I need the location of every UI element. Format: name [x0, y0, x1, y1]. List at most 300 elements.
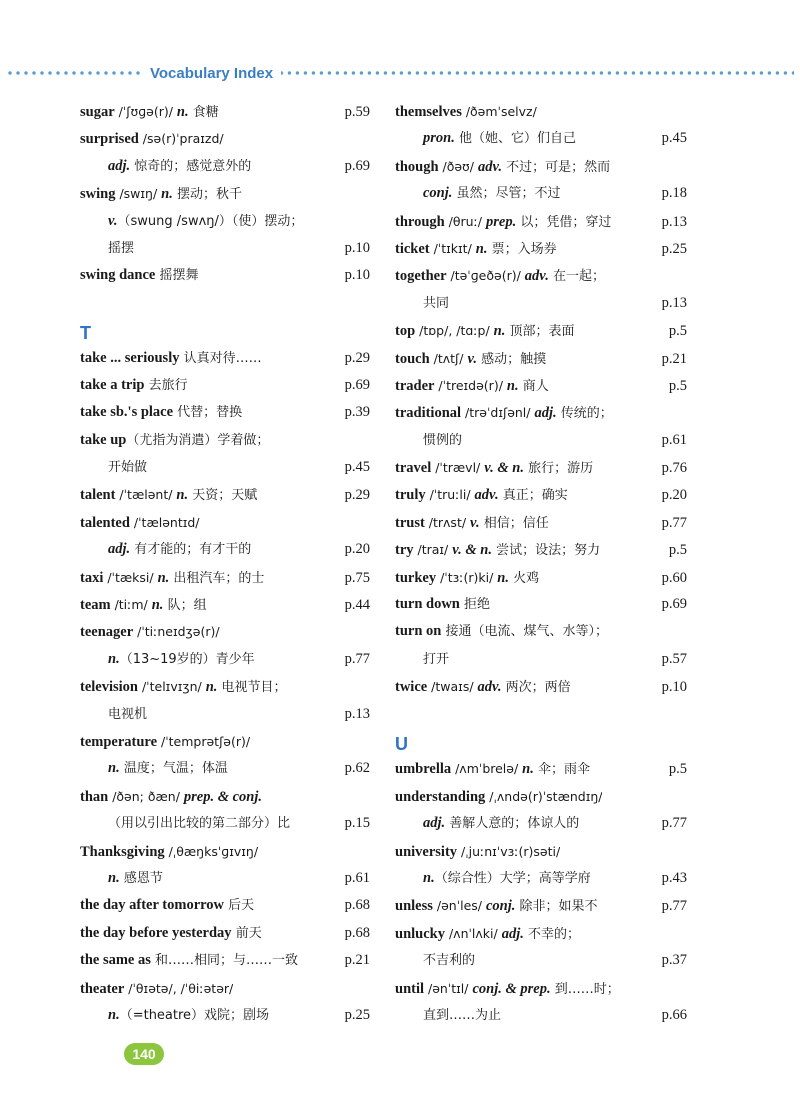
- part-of-speech: v. & n.: [484, 460, 524, 477]
- entry-text: [395, 920, 580, 948]
- pronunciation: /ˈθɪətə/, /ˈθiːətər/: [124, 980, 234, 996]
- entry-continuation: [80, 208, 370, 235]
- entry-text: [395, 262, 605, 290]
- pronunciation: /ənˈtɪl/: [424, 980, 473, 996]
- entry-text: [80, 755, 228, 782]
- index-entry: [395, 920, 687, 947]
- definition: 商人: [518, 378, 549, 394]
- index-entry: [395, 838, 687, 865]
- entry-text: [80, 427, 269, 454]
- entry-continuation: [80, 810, 370, 837]
- index-entry: [80, 947, 370, 974]
- definition: 伞；雨伞: [533, 762, 591, 778]
- pronunciation: /ðəmˈselvz/: [461, 104, 537, 119]
- headword: surprised: [80, 131, 139, 148]
- part-of-speech: n.: [506, 377, 519, 394]
- pronunciation: /ðəʊ/: [438, 158, 478, 174]
- entry-continuation: [80, 1002, 370, 1029]
- page-reference: p.5: [668, 542, 687, 559]
- entry-text: [80, 646, 255, 673]
- part-of-speech: v.: [467, 350, 477, 367]
- headword: temperature: [80, 733, 158, 750]
- pronunciation: /trʌst/: [424, 514, 471, 530]
- definition: 食糖: [188, 105, 219, 120]
- page-reference: p.61: [344, 869, 370, 886]
- definition: 开始做: [108, 460, 148, 476]
- entry-text: [80, 262, 198, 289]
- part-of-speech: n.: [108, 760, 120, 777]
- definition: 虽然；尽管；不过: [452, 186, 561, 202]
- index-entry: [80, 125, 370, 152]
- entry-text: [80, 591, 207, 619]
- headword: unless: [395, 898, 433, 915]
- headword: the day after tomorrow: [80, 897, 225, 914]
- entry-text: [80, 125, 224, 153]
- entry-text: [395, 783, 602, 811]
- definition: 顶部；表面: [505, 324, 575, 340]
- page-reference: p.25: [344, 1006, 370, 1023]
- index-entry: [80, 618, 370, 645]
- headword: themselves: [395, 104, 462, 120]
- headword: through: [395, 213, 445, 230]
- pronunciation: /ˈtɜː(r)ki/: [436, 569, 498, 585]
- page-reference: p.13: [661, 213, 687, 230]
- page-reference: p.10: [344, 239, 370, 256]
- part-of-speech: v.: [108, 212, 118, 229]
- headword: taxi: [80, 569, 104, 586]
- headword: touch: [395, 350, 430, 367]
- definition: 共同: [423, 295, 450, 311]
- definition: 接通（电流、煤气、水等）；: [441, 624, 608, 640]
- entry-text: [80, 481, 257, 509]
- entry-text: [395, 1002, 501, 1029]
- part-of-speech: adj.: [501, 925, 524, 942]
- pronunciation: /ˈtruːli/: [425, 487, 475, 503]
- pronunciation: /tɒp/, /tɑːp/: [415, 323, 494, 339]
- pronunciation: /ʌmˈbrelə/: [451, 761, 523, 777]
- definition: 打开: [423, 651, 450, 667]
- definition: 感动；触摸: [476, 351, 547, 367]
- index-entry: [80, 673, 370, 700]
- pronunciation: /ˈʃʊɡə(r)/: [114, 104, 177, 119]
- index-entry: [80, 838, 370, 865]
- part-of-speech: conj. & prep.: [472, 980, 551, 997]
- part-of-speech: conj.: [423, 185, 453, 202]
- pronunciation: /tiːm/: [110, 597, 152, 613]
- part-of-speech: conj.: [486, 898, 516, 915]
- section-header: [0, 62, 800, 84]
- pronunciation: /ˌθæŋksˈɡɪvɪŋ/: [164, 843, 259, 859]
- index-entry: [80, 345, 370, 372]
- entry-text: [395, 838, 560, 866]
- part-of-speech: prep. & conj.: [183, 788, 263, 805]
- entry-continuation: [395, 947, 687, 974]
- entry-continuation: [395, 180, 687, 207]
- index-entry: [395, 317, 687, 344]
- definition: 出租汽车；的士: [169, 570, 265, 586]
- part-of-speech: n.: [176, 104, 189, 120]
- entry-text: [80, 673, 287, 701]
- index-entry: [395, 564, 687, 591]
- page-reference: p.44: [344, 597, 370, 614]
- page-reference: p.57: [661, 650, 687, 667]
- definition: （=theatre）戏院；剧场: [119, 1007, 270, 1023]
- entry-text: [80, 783, 262, 811]
- entry-text: [395, 208, 611, 236]
- entry-continuation: [395, 290, 687, 317]
- definition: 天资；天赋: [188, 488, 258, 504]
- entry-text: [80, 1002, 269, 1029]
- entry-text: [395, 564, 539, 592]
- entry-text: [395, 646, 449, 673]
- definition: 不过；可是；然而: [502, 159, 611, 175]
- entry-continuation: [395, 1002, 687, 1029]
- definition: 摇摆: [108, 240, 135, 256]
- entry-text: [395, 810, 579, 837]
- definition: 相信；信任: [479, 515, 549, 531]
- entry-text: [80, 920, 262, 947]
- entry-text: [395, 618, 608, 645]
- entry-continuation: [80, 153, 370, 180]
- headword: travel: [395, 460, 432, 477]
- page-reference: p.20: [661, 487, 687, 504]
- entry-text: [80, 208, 303, 235]
- index-entry: [80, 591, 370, 618]
- entry-text: [395, 317, 575, 345]
- headword: until: [395, 980, 425, 997]
- index-entry: [80, 372, 370, 399]
- index-entry: [80, 98, 370, 125]
- definition: （swung /swʌŋ/）（使）摆动；: [117, 213, 304, 229]
- headword: take a trip: [80, 376, 145, 393]
- part-of-speech: adv.: [477, 158, 502, 175]
- definition: 在一起；: [548, 269, 605, 285]
- page-reference: p.76: [661, 460, 687, 477]
- entry-continuation: [80, 701, 370, 728]
- page-reference: p.45: [661, 130, 687, 147]
- page-reference: p.5: [668, 761, 687, 778]
- definition: 旅行；游历: [523, 461, 594, 477]
- definition: 代替；替换: [173, 405, 243, 421]
- definition: （综合性）大学；高等学府: [434, 870, 591, 886]
- entry-text: [80, 701, 147, 728]
- entry-continuation: [395, 646, 687, 673]
- definition: 除非；如果不: [515, 899, 598, 915]
- index-entry: [395, 975, 687, 1002]
- part-of-speech: pron.: [423, 130, 455, 147]
- index-entry: [395, 892, 687, 919]
- headword: trust: [395, 514, 425, 531]
- part-of-speech: adv.: [474, 487, 499, 504]
- definition: 拒绝: [459, 597, 491, 613]
- part-of-speech: adv.: [477, 679, 502, 696]
- headword: swing dance: [80, 267, 156, 284]
- headword: together: [395, 268, 447, 285]
- page-reference: p.10: [344, 267, 370, 284]
- definition: 温度；气温；体温: [119, 761, 228, 777]
- entry-text: [80, 975, 233, 1003]
- page-reference: p.62: [344, 760, 370, 777]
- entry-text: [80, 509, 200, 537]
- definition: 摆动；秋千: [172, 187, 242, 203]
- definition: 他（她、它）们自己: [454, 131, 576, 147]
- page-reference: p.20: [344, 541, 370, 558]
- entry-text: [80, 810, 290, 837]
- entry-text: [80, 892, 254, 919]
- definition: （13~19岁的）青少年: [119, 651, 255, 667]
- entry-text: [80, 618, 220, 646]
- pronunciation: /tʌtʃ/: [429, 350, 468, 366]
- entry-text: [395, 153, 610, 181]
- page-reference: p.29: [344, 349, 370, 366]
- page-reference: p.13: [661, 294, 687, 311]
- pronunciation: /ˈtæləntɪd/: [129, 514, 200, 530]
- pronunciation: /təˈɡeðə(r)/: [446, 268, 525, 284]
- pronunciation: /twaɪs/: [427, 679, 478, 695]
- pronunciation: /ˈtɪkɪt/: [429, 240, 476, 256]
- page-reference: p.69: [344, 157, 370, 174]
- index-entry: [80, 728, 370, 755]
- part-of-speech: adj.: [108, 541, 131, 558]
- entry-continuation: [80, 536, 370, 563]
- definition: 认真对待……: [179, 350, 262, 366]
- pronunciation: /ənˈles/: [432, 898, 486, 914]
- entry-text: [80, 454, 147, 481]
- page-reference: p.66: [661, 1006, 687, 1023]
- page-reference: p.77: [661, 815, 687, 832]
- definition: 惯例的: [423, 432, 463, 448]
- definition: 善解人意的；体谅人的: [445, 816, 580, 832]
- page-reference: p.43: [661, 869, 687, 886]
- entry-text: [395, 290, 449, 317]
- index-column-right: [395, 98, 687, 1029]
- dotted-rule-left: [6, 71, 142, 75]
- index-entry: [80, 783, 370, 810]
- headword: traditional: [395, 405, 462, 422]
- page-reference: p.18: [661, 185, 687, 202]
- part-of-speech: adj.: [423, 815, 446, 832]
- entry-text: [395, 427, 462, 454]
- entry-text: [395, 481, 568, 509]
- definition: 火鸡: [508, 570, 540, 586]
- definition: 不幸的；: [523, 926, 580, 942]
- headword: umbrella: [395, 761, 452, 778]
- dotted-rule-right: [281, 71, 794, 75]
- definition: 票；入场券: [487, 241, 557, 257]
- pronunciation: /ˈtreɪdə(r)/: [434, 377, 507, 393]
- headword: teenager: [80, 624, 134, 641]
- pronunciation: /θruː/: [444, 213, 486, 229]
- index-entry: [395, 783, 687, 810]
- headword: though: [395, 158, 439, 175]
- entry-text: [395, 536, 600, 564]
- entry-text: [80, 180, 242, 208]
- definition: 电视机: [108, 706, 148, 722]
- index-entry: [80, 920, 370, 947]
- index-entry: [395, 454, 687, 481]
- headword: take up: [80, 431, 127, 448]
- page-reference: p.39: [344, 404, 370, 421]
- entry-text: [395, 892, 598, 920]
- part-of-speech: n.: [475, 240, 488, 257]
- headword: talent: [80, 487, 116, 504]
- entry-text: [395, 235, 557, 263]
- part-of-speech: prep.: [486, 213, 517, 230]
- headword: than: [80, 788, 109, 805]
- part-of-speech: n.: [108, 650, 120, 667]
- index-entry: [80, 427, 370, 454]
- entry-text: [395, 454, 593, 482]
- entry-text: [80, 865, 163, 892]
- entry-text: [395, 345, 546, 373]
- definition: 电视节目；: [217, 680, 287, 696]
- definition: 直到……为止: [423, 1007, 502, 1023]
- definition: 摇摆舞: [155, 268, 199, 284]
- entry-text: [80, 947, 298, 974]
- index-entry: [80, 180, 370, 207]
- pronunciation: /swɪŋ/: [115, 186, 162, 202]
- headword: top: [395, 323, 416, 340]
- definition: 真正；确实: [498, 488, 568, 504]
- headword: turkey: [395, 569, 437, 586]
- index-entry: [80, 262, 370, 289]
- index-entry: [80, 564, 370, 591]
- entry-continuation: [80, 235, 370, 262]
- pronunciation: /ˈtælənt/: [115, 487, 177, 503]
- entry-text: [395, 755, 590, 783]
- entry-continuation: [395, 125, 687, 152]
- entry-continuation: [80, 865, 370, 892]
- index-entry: [80, 892, 370, 919]
- entry-text: [395, 947, 475, 974]
- entry-text: [395, 591, 490, 618]
- headword: take ... seriously: [80, 349, 180, 366]
- headword: sugar: [80, 104, 115, 120]
- entry-text: [80, 838, 258, 866]
- part-of-speech: n.: [205, 679, 218, 696]
- index-entry: [395, 153, 687, 180]
- entry-text: [80, 728, 250, 756]
- definition: （尤指为消遣）学着做；: [126, 432, 270, 448]
- headword: the same as: [80, 952, 151, 969]
- entry-continuation: [80, 454, 370, 481]
- index-entry: [80, 399, 370, 426]
- page-reference: p.68: [344, 897, 370, 914]
- page-reference: p.77: [661, 514, 687, 531]
- headword: turn on: [395, 623, 442, 640]
- page-reference: p.37: [661, 952, 687, 969]
- entry-text: [395, 673, 571, 701]
- headword: the day before yesterday: [80, 924, 232, 941]
- entry-text: [80, 564, 264, 592]
- headword: trader: [395, 377, 435, 394]
- entry-text: [80, 235, 134, 262]
- page-reference: p.5: [668, 377, 687, 394]
- index-entry: [395, 98, 687, 125]
- definition: 有才能的；有才干的: [130, 542, 252, 558]
- headword: swing: [80, 186, 116, 203]
- page-reference: p.21: [661, 350, 687, 367]
- index-entry: [395, 372, 687, 399]
- pronunciation: /ˈtemprətʃə(r)/: [157, 733, 251, 749]
- pronunciation: /sə(r)ˈpraɪzd/: [138, 131, 224, 147]
- definition: 队；组: [163, 598, 207, 614]
- entry-text: [80, 98, 219, 126]
- page-reference: p.21: [344, 952, 370, 969]
- pronunciation: /ˌʌndə(r)ˈstændɪŋ/: [485, 788, 603, 804]
- definition: 后天: [224, 898, 255, 914]
- headword: twice: [395, 679, 428, 696]
- entry-text: [395, 125, 576, 152]
- definition: 以；凭借；穿过: [516, 214, 612, 230]
- page-reference: p.59: [344, 104, 370, 120]
- definition: 两次；两倍: [501, 680, 571, 696]
- spacer: [80, 290, 370, 317]
- part-of-speech: n.: [151, 597, 164, 614]
- part-of-speech: n.: [423, 869, 435, 886]
- page-reference: p.60: [661, 569, 687, 586]
- entry-continuation: [395, 810, 687, 837]
- entry-continuation: [80, 646, 370, 673]
- index-entry: [80, 509, 370, 536]
- page-reference: p.13: [344, 705, 370, 722]
- headword: team: [80, 597, 111, 614]
- index-entry: [395, 262, 687, 289]
- definition: 和……相同；与……一致: [150, 953, 299, 969]
- pronunciation: /ˈtiːneɪdʒə(r)/: [133, 624, 220, 640]
- entry-text: [395, 509, 549, 537]
- entry-text: [80, 153, 251, 180]
- part-of-speech: n.: [176, 487, 189, 504]
- index-entry: [395, 481, 687, 508]
- definition: （用以引出比较的第二部分）比: [108, 816, 291, 832]
- headword: take sb.'s place: [80, 404, 174, 421]
- pronunciation: /ðən; ðæn/: [108, 788, 184, 804]
- definition: 不吉利的: [423, 953, 476, 969]
- headword: understanding: [395, 788, 486, 805]
- page-number-badge: 140: [124, 1043, 164, 1065]
- page-reference: p.77: [344, 650, 370, 667]
- pronunciation: /ˈtæksi/: [103, 569, 158, 585]
- part-of-speech: adj.: [108, 157, 131, 174]
- pronunciation: /ʌnˈlʌki/: [444, 925, 502, 941]
- definition: 前天: [231, 925, 262, 941]
- definition: 惊奇的；感觉意外的: [130, 158, 252, 174]
- headword: truly: [395, 487, 426, 504]
- page-reference: p.15: [344, 815, 370, 832]
- definition: 尝试；设法；努力: [491, 543, 601, 559]
- index-entry: [395, 509, 687, 536]
- index-entry: [395, 591, 687, 618]
- page-reference: p.75: [344, 569, 370, 586]
- headword: turn down: [395, 596, 460, 613]
- page-reference: p.25: [661, 240, 687, 257]
- pronunciation: /ˈtelɪvɪʒn/: [138, 679, 206, 695]
- pronunciation: /ˌjuːnɪˈvɜː(r)səti/: [457, 843, 561, 859]
- headword: television: [80, 679, 138, 696]
- part-of-speech: n.: [522, 761, 534, 778]
- part-of-speech: v.: [470, 514, 480, 531]
- pronunciation: /ˈtrævl/: [431, 460, 485, 476]
- part-of-speech: adv.: [524, 268, 549, 285]
- page-reference: p.29: [344, 487, 370, 504]
- index-entry: [80, 481, 370, 508]
- spacer: [395, 701, 687, 728]
- headword: talented: [80, 514, 130, 531]
- index-entry: [395, 755, 687, 782]
- page-reference: p.5: [668, 323, 687, 340]
- entry-text: [395, 399, 613, 427]
